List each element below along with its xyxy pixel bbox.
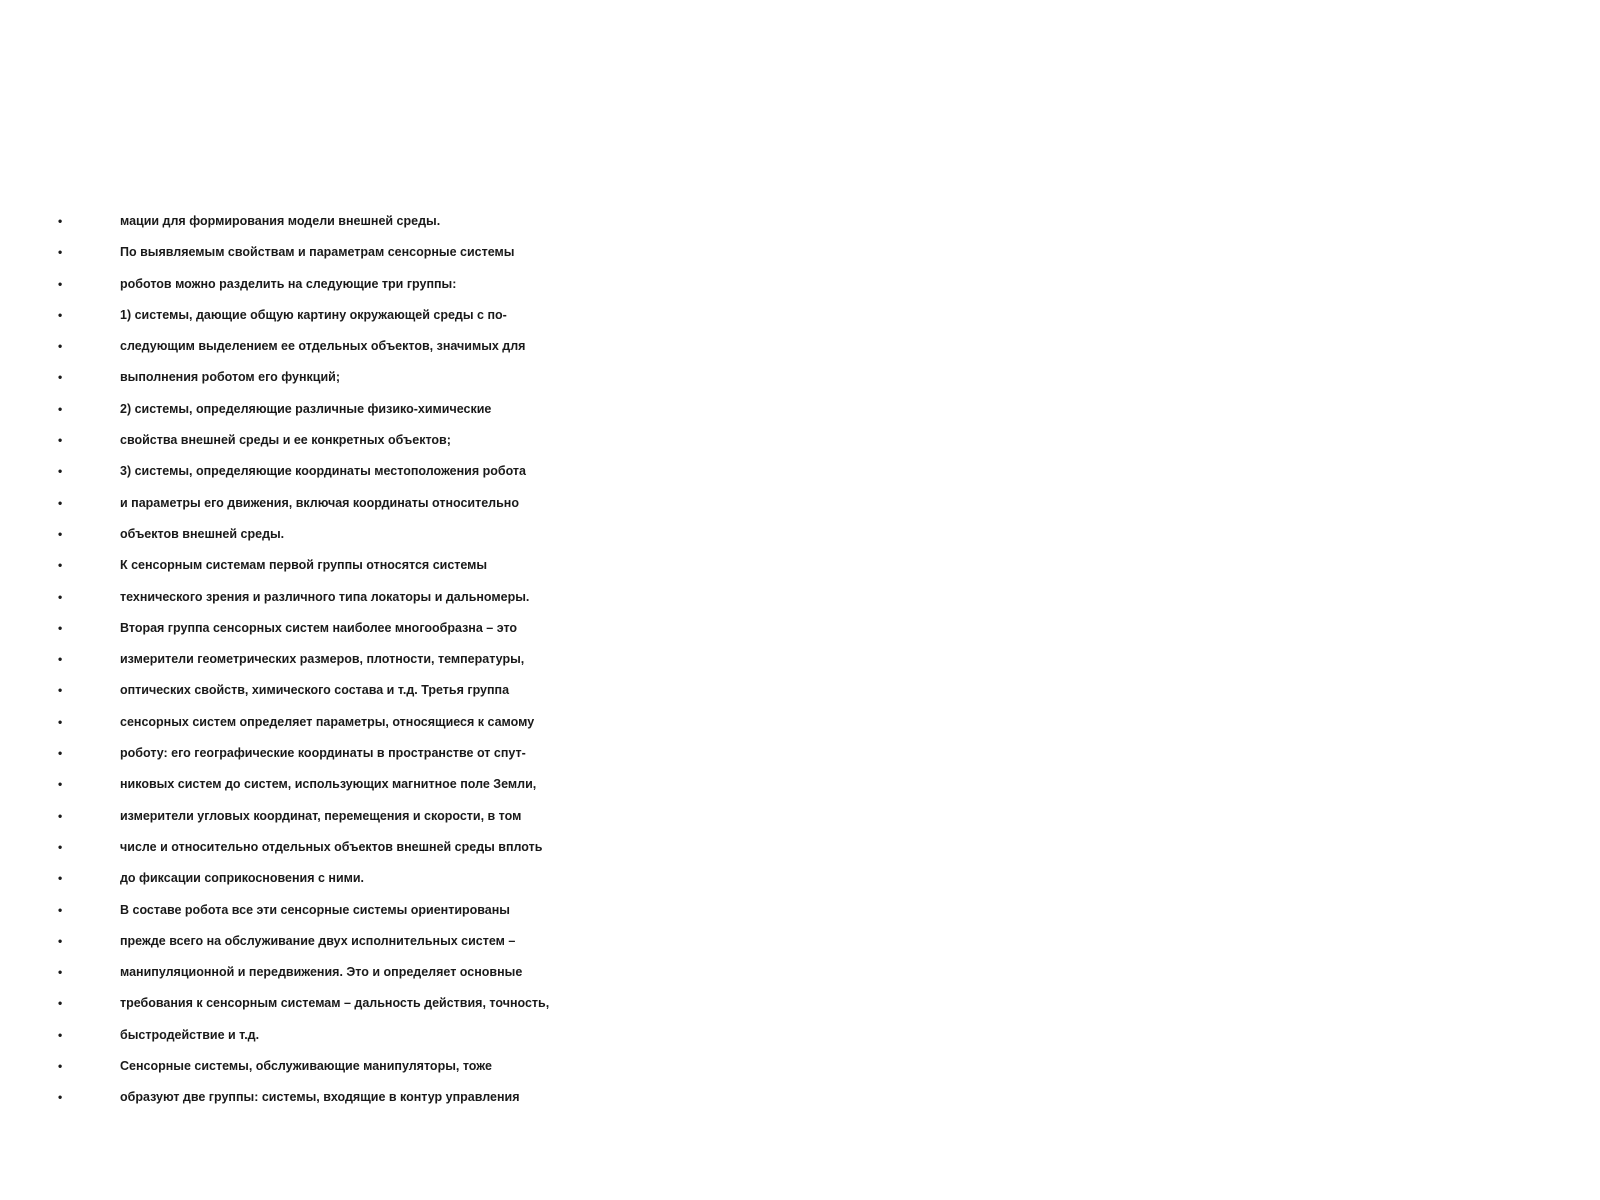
bullet-dot-icon: • (58, 433, 63, 448)
bullet-dot-icon: • (58, 652, 63, 667)
bullet-text: Сенсорные системы, обслуживающие манипуляторы, тоже (120, 1059, 492, 1074)
bullet-dot-icon: • (58, 370, 63, 385)
bullet-text: манипуляционной и передвижения. Это и определяет основные (120, 965, 523, 980)
bullet-text: По выявляемым свойствам и параметрам сенсорные системы (120, 245, 515, 260)
bullet-dot-icon: • (58, 495, 63, 510)
bullet-dot-icon: • (58, 871, 63, 886)
bullet-text: числе и относительно отдельных объектов внешней среды вплоть (120, 839, 543, 854)
bullet-text: роботов можно разделить на следующие три группы: (120, 276, 457, 291)
bullet-text: требования к сенсорным системам – дальность действия, точность, (120, 996, 550, 1011)
bullet-dot-icon: • (58, 589, 63, 604)
bullet-dot-icon: • (58, 777, 63, 792)
bullet-dot-icon: • (58, 996, 63, 1011)
bullet-dot-icon: • (58, 307, 63, 322)
bullet-dot-icon: • (58, 526, 63, 541)
bullet-text: выполнения роботом его функций; (120, 370, 340, 385)
bullet-text: свойства внешней среды и ее конкретных объектов; (120, 433, 451, 448)
bullet-dot-icon: • (58, 965, 63, 980)
bullet-dot-icon: • (58, 245, 63, 260)
bullet-dot-icon: • (58, 401, 63, 416)
bullet-text: Вторая группа сенсорных систем наиболее многообразна – это (120, 620, 518, 635)
bullet-text: и параметры его движения, включая координаты относительно (120, 495, 519, 510)
bullet-text: до фиксации соприкосновения с ними. (120, 871, 365, 886)
bullet-text: В составе робота все эти сенсорные системы ориентированы (120, 902, 510, 917)
bullet-dot-icon: • (58, 1059, 63, 1074)
bullet-dot-icon: • (58, 933, 63, 948)
bullet-text: образуют две группы: системы, входящие в контур управления (120, 1090, 520, 1105)
bullet-text: 2) системы, определяющие различные физико-химические (120, 401, 492, 416)
bullet-dot-icon: • (58, 214, 63, 228)
bullet-dot-icon: • (58, 1027, 63, 1042)
bullet-text: роботу: его географические координаты в пространстве от спут- (120, 746, 526, 761)
bullet-dot-icon: • (58, 276, 63, 291)
bullet-text: следующим выделением ее отдельных объектов, значимых для (120, 339, 526, 354)
bullet-dot-icon: • (58, 339, 63, 354)
bullet-dot-icon: • (58, 683, 63, 698)
bullet-text: измерители угловых координат, перемещения и скорости, в том (120, 808, 522, 823)
bullet-text: оптических свойств, химического состава и т.д. Третья группа (120, 683, 510, 698)
bullet-dot-icon: • (58, 558, 63, 573)
bullet-dot-icon: • (58, 839, 63, 854)
bullet-dot-icon: • (58, 902, 63, 917)
bullet-text: 3) системы, определяющие координаты местоположения робота (120, 464, 526, 479)
bullet-dot-icon: • (58, 808, 63, 823)
bullet-text: объектов внешней среды. (120, 526, 285, 541)
bullet-dot-icon: • (58, 464, 63, 479)
bullet-dot-icon: • (58, 714, 63, 729)
bullet-text: сенсорных систем определяет параметры, относящиеся к самому (120, 714, 535, 729)
bullet-text: никовых систем до систем, использующих магнитное поле Земли, (120, 777, 537, 792)
bullet-text: измерители геометрических размеров, плотности, температуры, (120, 652, 525, 667)
bullet-dot-icon: • (58, 1090, 63, 1105)
bullet-text: К сенсорным системам первой группы относятся системы (120, 558, 488, 573)
bullet-text: прежде всего на обслуживание двух исполнительных систем – (120, 933, 516, 948)
bullet-text: технического зрения и различного типа локаторы и дальномеры. (120, 589, 530, 604)
bullet-dot-icon: • (58, 746, 63, 761)
bullet-dot-icon: • (58, 620, 63, 635)
bullet-text: мации для формирования модели внешней среды. (120, 214, 441, 228)
bullet-text: быстродействие и т.д. (120, 1027, 260, 1042)
bullet-text: 1) системы, дающие общую картину окружающей среды с по- (120, 307, 507, 322)
